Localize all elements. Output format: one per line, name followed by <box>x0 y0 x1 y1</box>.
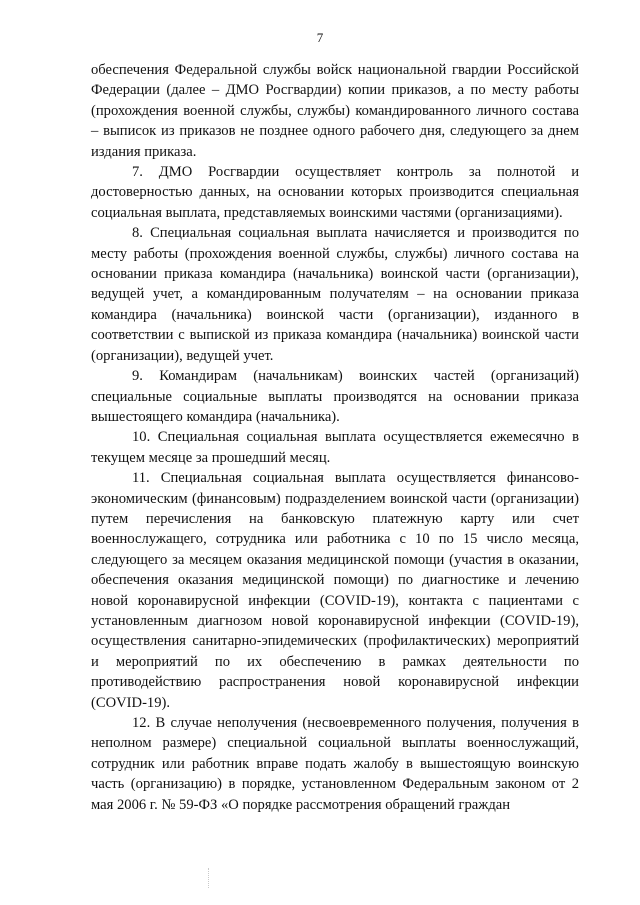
paragraph-8: 8. Специальная социальная выплата начисляется и производится по месту работы (прохождения военной службы, службы) личного состава на основании приказа командира (начальника) воинской части (организации), ведущей учет, а командированным получателям – на основании приказа командира (начальника) воинской части (организации), изданного в соответствии с выпиской из приказа командира (начальника) воинской части (организации), ведущей учет. <box>91 225 579 364</box>
paragraph-9: 9. Командирам (начальникам) воинских частей (организаций) специальные социальные выплаты производятся на основании приказа вышестоящего командира (начальника). <box>91 368 579 425</box>
paragraph-continuation: обеспечения Федеральной службы войск национальной гвардии Российской Федерации (далее – ДМО Росгвардии) копии приказов, а по месту работы (прохождения военной службы, службы) командированного личного состава – выписок из приказов не позднее одного рабочего дня, следующего за днем издания приказа. <box>91 62 579 160</box>
paragraph-7: 7. ДМО Росгвардии осуществляет контроль за полнотой и достоверностью данных, на основании которых производится специальная социальная выплата, представляемых воинскими частями (организациями). <box>91 164 579 221</box>
document-body <box>91 60 579 815</box>
paragraph-11: 11. Специальная социальная выплата осуществляется финансово-экономическим (финансовым) подразделением воинской части (организации) путем перечисления на банковскую платежную карту или счет военнослужащего, сотрудника или работника с 10 по 15 число месяца, следующего за месяцем оказания медицинской помощи (участия в оказании, обеспечения оказания медицинской помощи) по диагностике и лечению новой коронавирусной инфекции (COVID-19), контакта с пациентами с установленным диагнозом новой коронавирусной инфекции (COVID-19), осуществления санитарно-эпидемических (профилактических) мероприятий и мероприятий по их обеспечению в рамках деятельности по противодействию распространения новой коронавирусной инфекции (COVID-19). <box>91 470 579 711</box>
paragraph-12: 12. В случае неполучения (несвоевременного получения, получения в неполном размере) специальной социальной выплаты военнослужащий, сотрудник или работник вправе подать жалобу в вышестоящую воинскую часть (организацию) в порядке, установленном Федеральным законом от 2 мая 2006 г. № 59-ФЗ «О порядке рассмотрения обращений граждан <box>91 715 579 813</box>
scan-margin-mark <box>208 868 210 888</box>
paragraph-10: 10. Специальная социальная выплата осуществляется ежемесячно в текущем месяце за прошедший месяц. <box>91 429 579 466</box>
page-number: 7 <box>316 30 324 45</box>
